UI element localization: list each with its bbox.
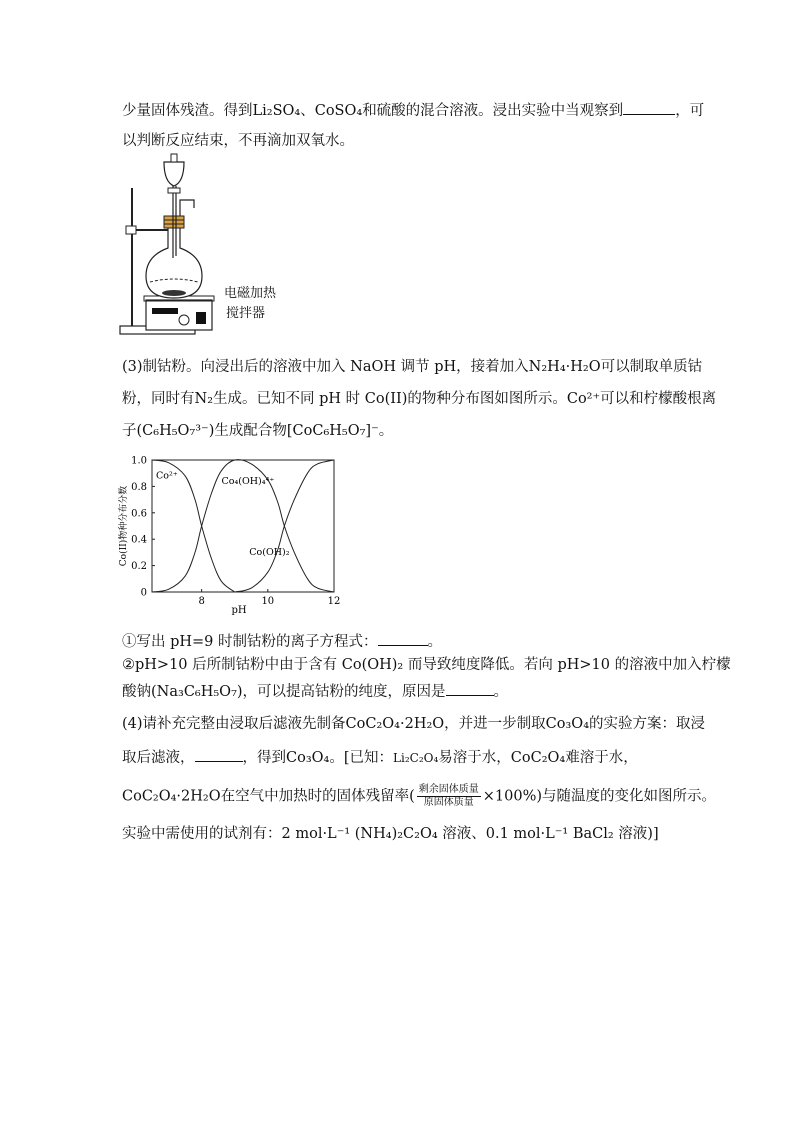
part4-text: 的实验方案：取浸	[589, 716, 706, 732]
q2-text: 。	[493, 684, 509, 700]
part4-text: ×100%)与随温度的变化如图所示。	[482, 788, 717, 805]
part3-text: 子(	[122, 423, 143, 439]
formula-complex: [CoC₆H₅O₇]⁻	[286, 423, 379, 439]
funnel-stopper	[171, 154, 177, 162]
formula-sodium-citrate: Na₃C₆H₅O₇	[156, 684, 237, 700]
round-bottom-flask	[146, 226, 202, 298]
x-axis-label: pH	[231, 605, 247, 616]
formula-lithium-oxalate: Li₂C₂O₄	[393, 751, 439, 765]
series-label-cooh2: Co(OH)₂	[249, 547, 290, 559]
answer-blank[interactable]	[623, 99, 675, 115]
formula-cobalt-oxalate-hydrate: CoC₂O₄·2H₂O	[122, 788, 221, 805]
part4-text: 易溶于水，	[438, 750, 511, 766]
q1-line	[122, 630, 442, 652]
q2-text: ②pH>10 后所制钴粉中由于含有 Co(OH)₂ 而导致纯度降低。若向 pH>10 的溶液中加入柠檬	[122, 657, 731, 673]
part3-text: 粉，同时有	[122, 391, 195, 407]
part4-text: 实验中需使用的试剂有：2 mol·L⁻¹ (NH₄)₂C₂O₄ 溶液、0.1 mol·L⁻¹ BaCl₂ 溶液)]	[122, 826, 659, 842]
formula-cobalt-oxalate-hydrate: CoC₂O₄·2H₂O	[345, 716, 445, 732]
formula-li2so4: Li₂SO₄	[252, 103, 301, 119]
clamp-boss	[126, 226, 136, 234]
fraction-denominator: 原固体质量	[423, 797, 474, 808]
part3-line-3	[122, 421, 393, 441]
intro-text: ，可	[675, 103, 705, 119]
part4-text: 取后滤液，	[122, 750, 195, 766]
stopper	[164, 216, 184, 228]
part4-text: 。[已知：	[329, 750, 394, 766]
label-line: 电磁加热	[224, 286, 277, 301]
dropping-funnel	[164, 162, 184, 186]
formula-n2: N₂	[194, 391, 214, 407]
formula-citrate: C₆H₅O₇³⁻	[142, 423, 209, 439]
q1-text: 。	[427, 634, 443, 650]
intro-line-1	[122, 99, 704, 121]
part3-text: (3)制钴粉。向浸出后的溶液中加入 NaOH 调节 pH，接着加入	[122, 359, 529, 375]
y-tick-label: 0.4	[131, 534, 147, 546]
q1-text: ①写出 pH=9 时制钴粉的离子方程式：	[122, 634, 378, 650]
y-tick-label: 1.0	[131, 455, 147, 467]
part4-text: ，并进一步制取	[444, 716, 546, 732]
formula-coso4: CoSO₄	[314, 103, 363, 119]
formula-hydrazine: N₂H₄·H₂O	[528, 359, 601, 375]
series-label-co4oh4: Co₄(OH)₄⁴⁺	[221, 475, 275, 487]
intro-text: 少量固体残渣。得到	[122, 103, 253, 119]
y-tick-label: 0.8	[131, 481, 147, 493]
intro-text: 和硫酸的混合溶液。浸出实验中当观察到	[362, 103, 624, 119]
residue-fraction	[417, 784, 481, 809]
answer-blank[interactable]	[378, 630, 428, 646]
part4-line-2	[122, 746, 638, 768]
formula-co3o4: Co₃O₄	[545, 716, 590, 732]
formula-cobalt-oxalate: CoC₂O₄	[510, 750, 566, 766]
part3-text: 。	[378, 423, 394, 439]
q2-text: )，可以提高钴粉的纯度，原因是	[236, 684, 446, 700]
part4-text: ，得到	[242, 750, 286, 766]
y-tick-label: 0	[140, 587, 147, 599]
separator: 、	[300, 103, 315, 119]
part4-line-1	[122, 714, 705, 734]
part3-line-2	[122, 389, 716, 409]
stopcock	[168, 188, 180, 193]
answer-blank[interactable]	[446, 680, 494, 696]
y-axis-label: Co(II)物种分布分数	[119, 485, 129, 567]
hot-plate-display	[152, 308, 178, 314]
y-tick-label: 0.6	[131, 508, 147, 520]
q2-line-2	[122, 680, 508, 702]
vent-tube	[180, 200, 194, 216]
q2-text: 酸钠(	[122, 684, 157, 700]
x-tick-label: 10	[261, 596, 275, 607]
y-tick-label: 0.2	[131, 561, 147, 573]
intro-text: 以判断反应结束，不再滴加双氧水。	[122, 133, 354, 149]
part3-line-1	[122, 357, 702, 377]
answer-blank[interactable]	[195, 746, 243, 762]
part3-text: )生成配合物	[208, 423, 287, 439]
part3-text: 可以制取单质钴	[600, 359, 703, 375]
series-label-co2plus: Co²⁺	[156, 470, 178, 482]
part4-text: 难溶于水，	[565, 750, 638, 766]
apparatus-label	[224, 284, 276, 324]
part4-line-3	[122, 784, 716, 809]
hot-plate-switch	[196, 312, 206, 324]
species-distribution-chart	[112, 450, 352, 620]
part4-text: (4)请补充完整由浸取后滤液先制备	[122, 716, 346, 732]
formula-co3o4: Co₃O₄	[286, 750, 330, 766]
fraction-numerator: 剩余固体质量	[418, 784, 479, 795]
label-line: 搅拌器	[226, 306, 266, 321]
part4-text: 在空气中加热时的固体残留率(	[220, 788, 415, 805]
x-tick-label: 12	[327, 596, 341, 607]
part4-line-4	[122, 824, 659, 844]
solid-residue	[162, 290, 186, 296]
x-tick-label: 8	[198, 596, 205, 607]
part3-text: 生成。已知不同 pH 时 Co(II)的物种分布图如图所示。Co²⁺可以和柠檬酸根离	[213, 391, 717, 407]
q2-line-1	[122, 655, 731, 675]
